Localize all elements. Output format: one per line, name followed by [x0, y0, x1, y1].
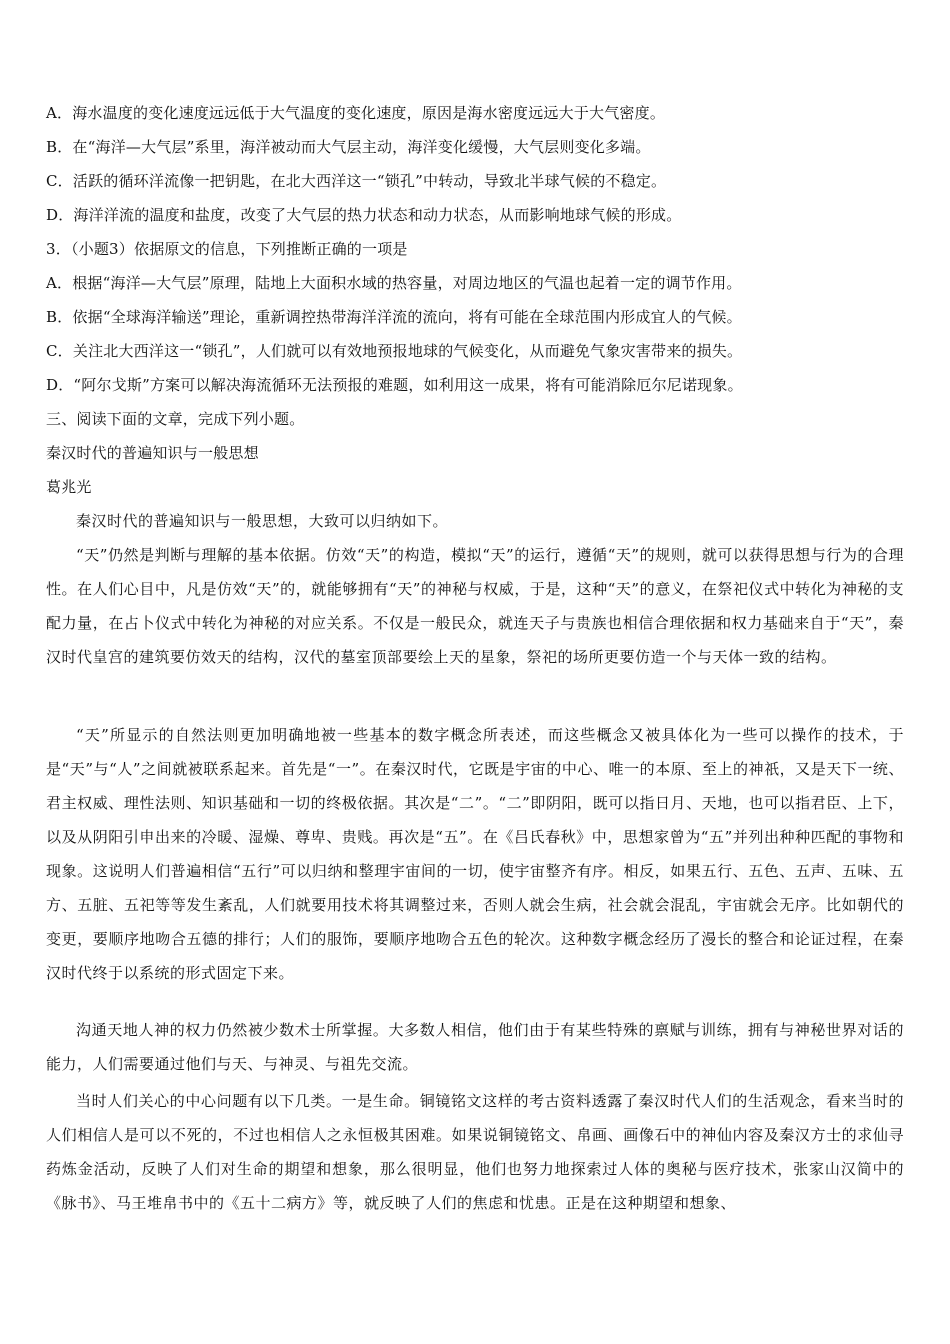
article-author: 葛兆光: [46, 478, 92, 496]
article-paragraph-2: “天”仍然是判断与理解的基本依据。仿效“天”的构造，模拟“天”的运行，遵循“天”的规则，就可以获得思想与行为的合理性。在人们心目中，凡是仿效“天”的，就能够拥有“天”的神秘与权威，于是，这种“天”的意义，在祭祀仪式中转化为神秘的支配力量，在占卜仪式中转化为神秘的对应关系。不仅是一般民众，就连天子与贵族也相信合理依据和权力基础来自于“天”，秦汉时代皇宫的建筑要仿效天的结构，汉代的墓室顶部要绘上天的星象，祭祀的场所更要仿造一个与天体一致的结构。: [46, 546, 904, 666]
q2-option-d: D．海洋洋流的温度和盐度，改变了大气层的热力状态和动力状态，从而影响地球气候的形成。: [46, 206, 682, 224]
article-paragraph-1: 秦汉时代的普遍知识与一般思想，大致可以归纳如下。: [76, 512, 449, 530]
q3-option-a: A．根据“海洋—大气层”原理，陆地上大面积水域的热容量，对周边地区的气温也起着一定的调节作用。: [46, 274, 742, 292]
q2-option-a: A．海水温度的变化速度远远低于大气温度的变化速度，原因是海水密度远远大于大气密度。: [46, 104, 666, 122]
section-3-heading: 三、阅读下面的文章，完成下列小题。: [46, 410, 305, 428]
article-paragraph-5: 当时人们关心的中心问题有以下几类。一是生命。铜镜铭文这样的考古资料透露了秦汉时代人们的生活观念，看来当时的人们相信人是可以不死的，不过也相信人之永恒极其困难。如果说铜镜铭文、帛画、画像石中的神仙内容及秦汉方士的求仙寻药炼金活动，反映了人们对生命的期望和想象，那么很明显，他们也努力地探索过人体的奥秘与医疗技术，张家山汉简中的《脉书》、马王堆帛书中的《五十二病方》等，就反映了人们的焦虑和忧患。正是在这种期望和想象、: [46, 1092, 904, 1212]
article-paragraph-3: “天”所显示的自然法则更加明确地被一些基本的数字概念所表述，而这些概念又被具体化为一些可以操作的技术，于是“天”与“人”之间就被联系起来。首先是“一”。在秦汉时代，它既是宇宙的中心、唯一的本原、至上的神祇，又是天下一统、君主权威、理性法则、知识基础和一切的终极依据。其次是“二”。“二”即阴阳，既可以指日月、天地，也可以指君臣、上下，以及从阴阳引申出来的冷暖、湿燥、尊卑、贵贱。再次是“五”。在《吕氏春秋》中，思想家曾为“五”并列出种种匹配的事物和现象。这说明人们普遍相信“五行”可以归纳和整理宇宙间的一切，使宇宙整齐有序。相反，如果五行、五色、五声、五味、五方、五脏、五祀等等发生紊乱，人们就要用技术将其调整过来，否则人就会生病，社会就会混乱，宇宙就会无序。比如朝代的变更，要顺序地吻合五德的排行；人们的服饰，要顺序地吻合五色的轮次。这种数字概念经历了漫长的整合和论证过程，在秦汉时代终于以系统的形式固定下来。: [46, 726, 904, 982]
question-3-stem: 3．（小题3）依据原文的信息，下列推断正确的一项是: [46, 240, 408, 258]
article-title: 秦汉时代的普遍知识与一般思想: [46, 444, 259, 462]
q3-option-c: C．关注北大西洋这一“锁孔”，人们就可以有效地预报地球的气候变化，从而避免气象灾害带来的损失。: [46, 342, 743, 360]
q2-option-c: C．活跃的循环洋流像一把钥匙，在北大西洋这一“锁孔”中转动，导致北半球气候的不稳定。: [46, 172, 667, 190]
q3-option-d: D．“阿尔戈斯”方案可以解决海流循环无法预报的难题，如利用这一成果，将有可能消除厄尔尼诺现象。: [46, 376, 743, 394]
article-paragraph-4: 沟通天地人神的权力仍然被少数术士所掌握。大多数人相信，他们由于有某些特殊的禀赋与训练，拥有与神秘世界对话的能力，人们需要通过他们与天、与神灵、与祖先交流。: [46, 1021, 904, 1073]
q3-option-b: B．依据“全球海洋输送”理论，重新调控热带海洋洋流的流向，将有可能在全球范围内形成宜人的气候。: [46, 308, 742, 326]
q2-option-b: B．在“海洋—大气层”系里，海洋被动而大气层主动，海洋变化缓慢，大气层则变化多端。: [46, 138, 651, 156]
